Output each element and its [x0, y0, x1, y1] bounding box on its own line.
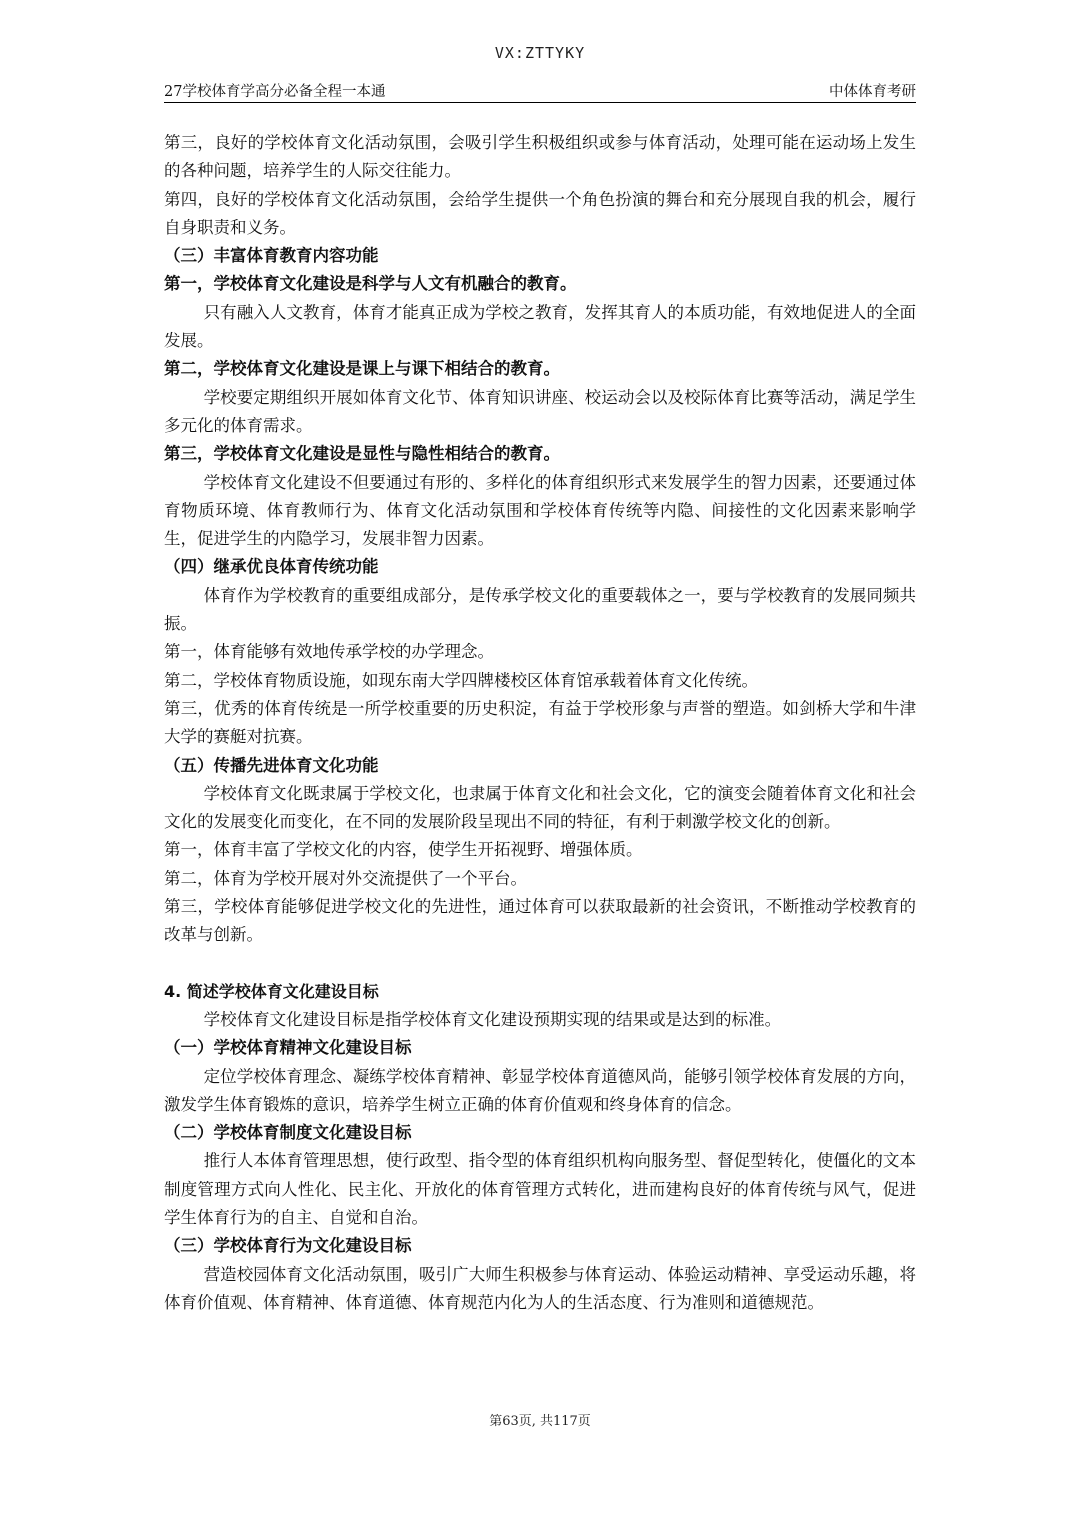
paragraph: 第二，体育为学校开展对外交流提供了一个平台。: [164, 868, 527, 888]
paragraph: 只有融入人文教育，体育才能真正成为学校之教育，发挥其育人的本质功能，有效地促进人的全面发展。: [164, 302, 916, 351]
paragraph: 学校体育文化既隶属于学校文化，也隶属于体育文化和社会文化，它的演变会随着体育文化和社会文化的发展变化而变化，在不同的发展阶段呈现出不同的特征，有利于刺激学校文化的创新。: [164, 783, 916, 832]
publisher-name: 中体体育考研: [829, 84, 916, 100]
paragraph: 体育作为学校教育的重要组成部分，是传承学校文化的重要载体之一，要与学校教育的发展同频共振。: [164, 585, 916, 634]
paragraph: 第一，体育丰富了学校文化的内容，使学生开拓视野、增强体质。: [164, 840, 643, 860]
section-heading: （四）继承优良体育传统功能: [164, 557, 379, 577]
paragraph: 第一，体育能够有效地传承学校的办学理念。: [164, 642, 494, 662]
paragraph: 定位学校体育理念、凝练学校体育精神、彰显学校体育道德风尚，能够引领学校体育发展的方向，激发学生体育锻炼的意识，培养学生树立正确的体育价值观和终身体育的信念。: [164, 1066, 916, 1114]
running-header: [164, 78, 916, 103]
question-heading: 4. 简述学校体育文化建设目标: [164, 981, 379, 1001]
page-number: 第63页, 共117页: [489, 1414, 591, 1429]
paragraph: 推行人本体育管理思想，使行政型、指令型的体育组织机构向服务型、督促型转化，使僵化的文本制度管理方式向人性化、民主化、开放化的体育管理方式转化，进而建构良好的体育传统与风气，促进学生体育行为的自主、自觉和自治。: [164, 1151, 916, 1227]
document-title: 27学校体育学高分必备全程一本通: [164, 84, 386, 100]
point-heading: 第二，学校体育文化建设是课上与课下相结合的教育。: [164, 359, 560, 379]
section-heading: （三）丰富体育教育内容功能: [164, 246, 379, 266]
paragraph: 学校体育文化建设不但要通过有形的、多样化的体育组织形式来发展学生的智力因素，还要通过体育物质环境、体育教师行为、体育文化活动氛围和学校体育传统等内隐、间接性的文化因素来影响学生，促进学生的内隐学习，发展非智力因素。: [164, 472, 916, 549]
paragraph: 第三，学校体育能够促进学校文化的先进性，通过体育可以获取最新的社会资讯，不断推动学校教育的改革与创新。: [164, 897, 916, 945]
paragraph: 第三，优秀的体育传统是一所学校重要的历史积淀，有益于学校形象与声誉的塑造。如剑桥大学和牛津大学的赛艇对抗赛。: [164, 698, 916, 747]
paragraph: 学校体育文化建设目标是指学校体育文化建设预期实现的结果或是达到的标准。: [203, 1009, 782, 1029]
page-content: [164, 129, 916, 1317]
paragraph: 第二，学校体育物质设施，如现东南大学四牌楼校区体育馆承载着体育文化传统。: [164, 670, 758, 690]
paragraph: 营造校园体育文化活动氛围，吸引广大师生积极参与体育运动、体验运动精神、享受运动乐趣，将体育价值观、体育精神、体育道德、体育规范内化为人的生活态度、行为准则和道德规范。: [164, 1264, 916, 1312]
section-heading: （二）学校体育制度文化建设目标: [164, 1123, 412, 1143]
point-heading: 第一，学校体育文化建设是科学与人文有机融合的教育。: [164, 274, 577, 294]
section-heading: （一）学校体育精神文化建设目标: [164, 1038, 412, 1058]
paragraph: 第三，良好的学校体育文化活动氛围，会吸引学生积极组织或参与体育活动，处理可能在运动场上发生的各种问题，培养学生的人际交往能力。: [164, 133, 916, 181]
paragraph: 学校要定期组织开展如体育文化节、体育知识讲座、校运动会以及校际体育比赛等活动，满足学生多元化的体育需求。: [164, 387, 916, 435]
section-heading: （三）学校体育行为文化建设目标: [164, 1236, 412, 1256]
section-heading: （五）传播先进体育文化功能: [164, 755, 379, 775]
point-heading: 第三，学校体育文化建设是显性与隐性相结合的教育。: [164, 444, 560, 464]
paragraph: 第四，良好的学校体育文化活动氛围，会给学生提供一个角色扮演的舞台和充分展现自我的机会，履行自身职责和义务。: [164, 189, 916, 237]
watermark-text: VX:ZTTYKY: [494, 44, 586, 62]
